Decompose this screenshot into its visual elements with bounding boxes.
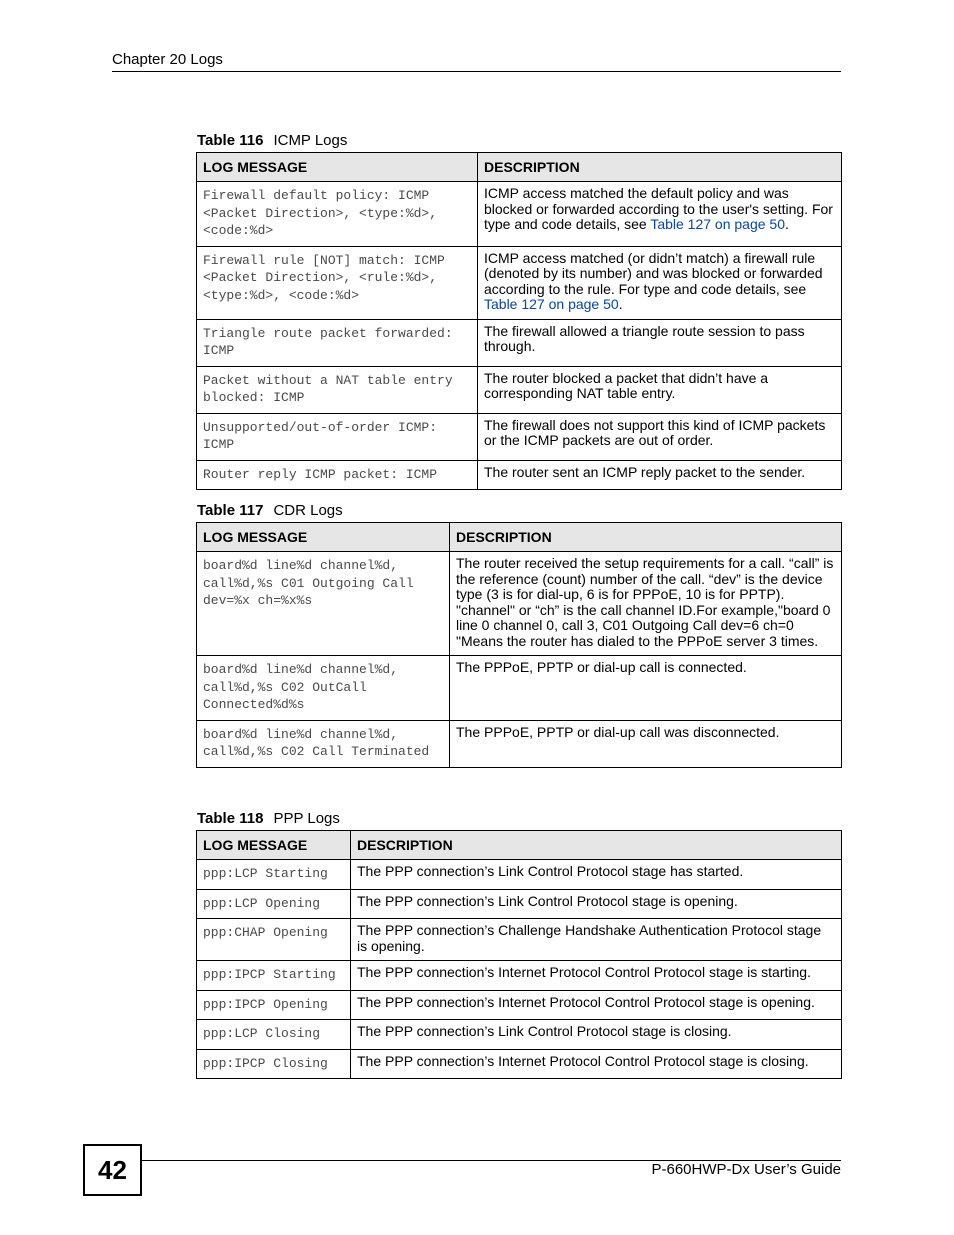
table-row xyxy=(197,1020,842,1050)
table-row xyxy=(197,656,842,721)
description-cell: The PPPoE, PPTP or dial-up call is connected. xyxy=(450,656,842,721)
column-header: LOG MESSAGE xyxy=(197,153,478,182)
table-title: PPP Logs xyxy=(273,810,340,827)
chapter-header: Chapter 20 Logs xyxy=(112,51,841,72)
page-number: 42 xyxy=(83,1144,142,1196)
description-cell: The PPP connection’s Link Control Protocol stage is closing. xyxy=(351,1020,842,1050)
table-caption xyxy=(197,502,343,519)
table-row xyxy=(197,460,842,490)
table-row xyxy=(197,552,842,656)
log-message-cell: ppp:LCP Closing xyxy=(197,1020,351,1050)
table-header-row xyxy=(197,523,842,552)
description-text: ICMP access matched the default policy and was blocked or forwarded according to the user's setting. For type and code details, see xyxy=(484,185,833,232)
table-row xyxy=(197,1049,842,1079)
table-number: Table 118 xyxy=(197,810,264,827)
description-cell: The router blocked a packet that didn’t have a corresponding NAT table entry. xyxy=(478,366,842,413)
log-message-cell: ppp:IPCP Closing xyxy=(197,1049,351,1079)
table-number: Table 117 xyxy=(197,502,264,519)
table-number: Table 116 xyxy=(197,132,264,149)
log-message-cell: Unsupported/out-of-order ICMP: ICMP xyxy=(197,413,478,460)
description-cell: The firewall allowed a triangle route session to pass through. xyxy=(478,319,842,366)
table-row xyxy=(197,990,842,1020)
table-header-row xyxy=(197,153,842,182)
description-cell: The PPP connection’s Link Control Protocol stage is opening. xyxy=(351,889,842,919)
description-text: ICMP access matched (or didn’t match) a firewall rule (denoted by its number) and was blocked or forwarded according to the rule. For type and code details, see xyxy=(484,249,823,297)
description-cell: The PPP connection’s Challenge Handshake Authentication Protocol stage is opening. xyxy=(351,919,842,961)
table-row xyxy=(197,366,842,413)
log-message-cell: Firewall default policy: ICMP <Packet Direction>, <type:%d>, <code:%d> xyxy=(197,182,478,247)
table-row xyxy=(197,860,842,890)
table-title: CDR Logs xyxy=(273,502,343,519)
log-message-cell: ppp:CHAP Opening xyxy=(197,919,351,961)
description-tail: . xyxy=(785,216,789,232)
description-cell: The PPP connection’s Link Control Protocol stage has started. xyxy=(351,860,842,890)
description-cell: The PPPoE, PPTP or dial-up call was disconnected. xyxy=(450,720,842,767)
cross-reference-link[interactable]: Table 127 on page 50 xyxy=(484,296,619,312)
guide-title: P-660HWP-Dx User’s Guide xyxy=(651,1161,841,1178)
log-message-cell: ppp:IPCP Starting xyxy=(197,961,351,991)
log-message-cell: Router reply ICMP packet: ICMP xyxy=(197,460,478,490)
log-message-cell: Firewall rule [NOT] match: ICMP <Packet Direction>, <rule:%d>, <type:%d>, <code:%d> xyxy=(197,246,478,319)
table-caption xyxy=(197,810,340,827)
table-title: ICMP Logs xyxy=(273,132,348,149)
description-cell xyxy=(478,182,842,247)
table-row xyxy=(197,182,842,247)
description-cell xyxy=(478,246,842,319)
table-caption xyxy=(197,132,347,149)
cross-reference-link[interactable]: Table 127 on page 50 xyxy=(650,216,785,232)
column-header: LOG MESSAGE xyxy=(197,831,351,860)
description-cell: The router received the setup requirements for a call. “call” is the reference (count) number of the call. “dev” is the device type (3 is for dial-up, 6 is for PPPoE, 10 is for PPTP). "channel" or “ch” is the call channel ID.For example,"board 0 line 0 channel 0, call 3, C01 Outgoing Call dev=6 ch=0 "Means the router has dialed to the PPPoE server 3 times. xyxy=(450,552,842,656)
log-message-cell: board%d line%d channel%d, call%d,%s C02 Call Terminated xyxy=(197,720,450,767)
log-message-cell: ppp:LCP Starting xyxy=(197,860,351,890)
log-message-cell: ppp:IPCP Opening xyxy=(197,990,351,1020)
cdr-logs-table xyxy=(196,522,842,768)
table-row xyxy=(197,246,842,319)
table-header-row xyxy=(197,831,842,860)
description-tail: . xyxy=(618,296,623,312)
log-message-cell: ppp:LCP Opening xyxy=(197,889,351,919)
table-row xyxy=(197,961,842,991)
description-cell: The PPP connection’s Internet Protocol Control Protocol stage is closing. xyxy=(351,1049,842,1079)
table-row xyxy=(197,889,842,919)
description-cell: The PPP connection’s Internet Protocol Control Protocol stage is opening. xyxy=(351,990,842,1020)
log-message-cell: board%d line%d channel%d, call%d,%s C02 OutCall Connected%d%s xyxy=(197,656,450,721)
description-cell: The firewall does not support this kind of ICMP packets or the ICMP packets are out of order. xyxy=(478,413,842,460)
log-message-cell: board%d line%d channel%d, call%d,%s C01 Outgoing Call dev=%x ch=%x%s xyxy=(197,552,450,656)
column-header: LOG MESSAGE xyxy=(197,523,450,552)
log-message-cell: Packet without a NAT table entry blocked: ICMP xyxy=(197,366,478,413)
table-row xyxy=(197,319,842,366)
ppp-logs-table xyxy=(196,830,842,1079)
icmp-logs-table xyxy=(196,152,842,490)
table-row xyxy=(197,413,842,460)
table-row xyxy=(197,720,842,767)
log-message-cell: Triangle route packet forwarded: ICMP xyxy=(197,319,478,366)
column-header: DESCRIPTION xyxy=(351,831,842,860)
table-row xyxy=(197,919,842,961)
description-cell: The router sent an ICMP reply packet to the sender. xyxy=(478,460,842,490)
description-cell: The PPP connection’s Internet Protocol Control Protocol stage is starting. xyxy=(351,961,842,991)
column-header: DESCRIPTION xyxy=(478,153,842,182)
column-header: DESCRIPTION xyxy=(450,523,842,552)
